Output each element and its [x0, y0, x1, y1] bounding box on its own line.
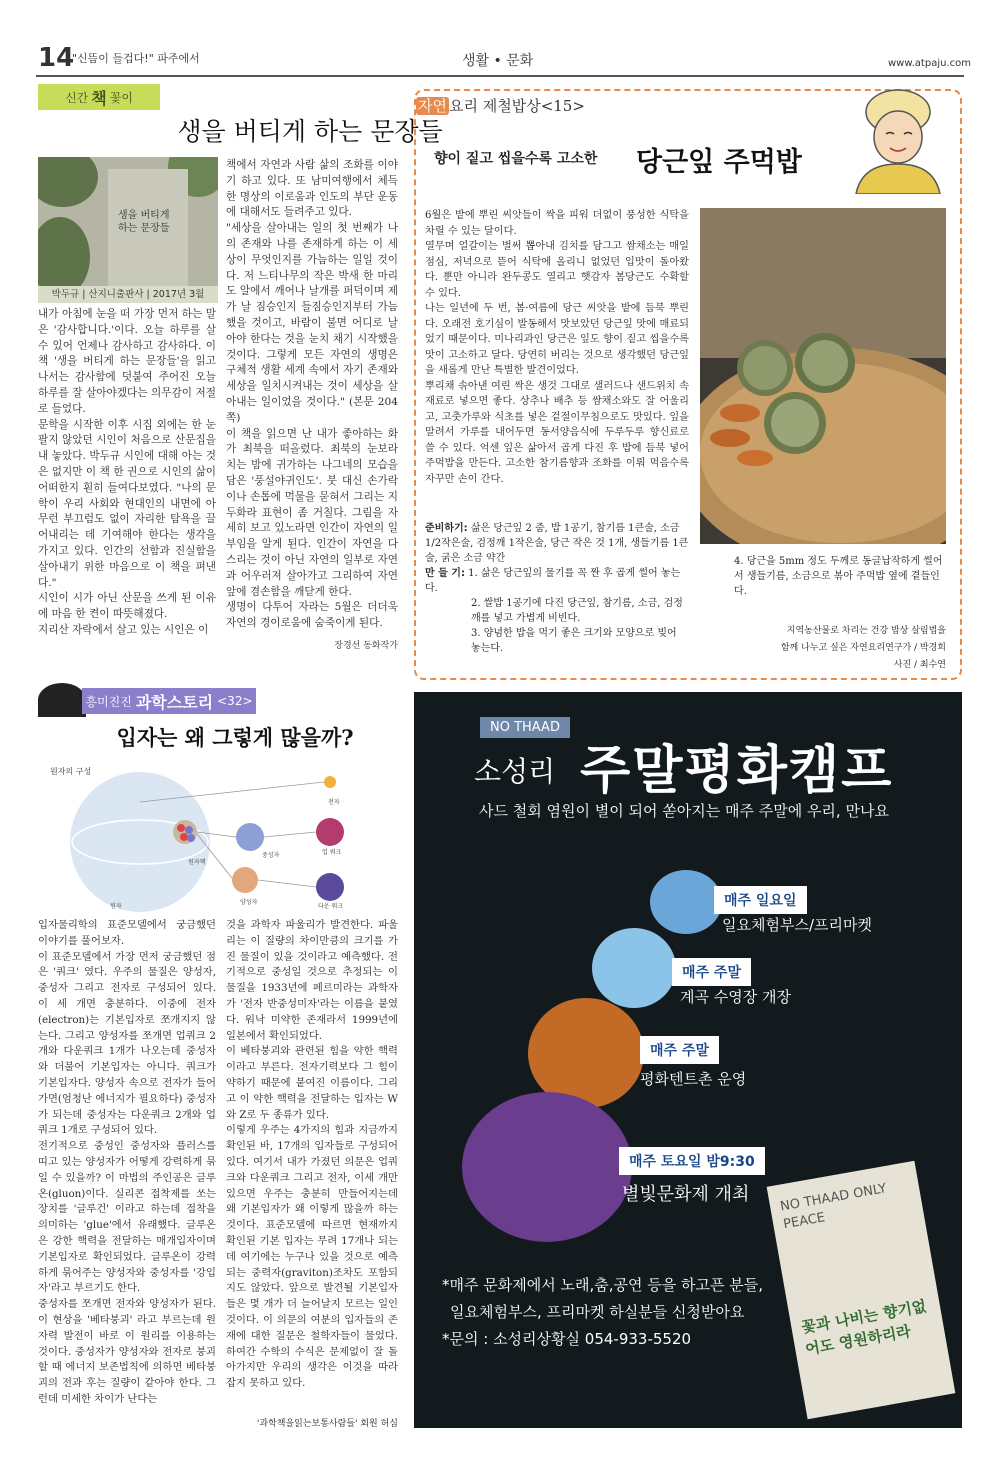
peace-camp-ad — [414, 692, 962, 1428]
sci-tag-suffix: <32> — [217, 694, 253, 708]
newspaper-slogan: "신뜸이 들겁다!" 파주에서 — [72, 52, 200, 65]
ad-info-3[interactable]: *문의 : 소성리상황실 054-933-5520 — [442, 1330, 692, 1348]
sci-tag-main: 과학스토리 — [135, 692, 214, 712]
header-rule — [36, 75, 964, 77]
page-number: 14 — [38, 43, 75, 73]
credit-line-3: 사진 / 최수연 — [893, 660, 946, 670]
book-byline: 장경선 동화작가 — [334, 641, 398, 651]
book-caption: 박두규 | 산지니출판사 | 2017년 3월 — [38, 286, 218, 303]
svg-text:양성자: 양성자 — [240, 899, 258, 906]
ad-info-2: 일요체험부스, 프리마켓 하실분들 신청받아요 — [450, 1303, 745, 1321]
recipe-body: 6월은 밭에 뿌린 씨앗들이 싹을 피워 더없이 풍성한 식탁을 차릴 수 있는 달이다. 열무며 얼갈이는 벌써 뽑아내 김치를 담그고 쌈채소는 매일 점심, 저녁으로 뜯어 식탁에 올리니 없었던 입맛이 돌아왔다. 뿐만 아니라 완두콩도 열리고 햇감자 봄당근도 수확할 수 있다. 나는 일년에 두 번, 봄·여름에 당근 씨앗을 밭에 듬북 뿌린다. 오래전 호기심이 발동해서 맛보았던 당근잎 맛에 매료되었기 때문이다. 미나리과인 당근은 잎도 향이 짙고 씹을수록 맛이 고소하고 달다. 당연히 버리는 것으로 생각했던 당근잎을 새롭게 만난 특별한 발견이었다. 뿌리채 솎아낸 여린 싹은 생것 그대로 샐러드나 샌드위치 속재료로 넣으면 좋다. 상추나 배추 등 쌈채소와도 잘 어울리고, 고춧가루와 식초를 넣은 겉절이무침으로도 맛있다. 잎을 말려서 가루를 내어두면 동서양음식에 두루두루 향신료로 쓸 수 있다. 억센 잎은 삶아서 곱게 다진 후 밥에 듬북 넣어 주먹밥을 만든다. 고소한 참기름향과 조화를 이뤄 먹음수록 자꾸만 손이 간다. — [425, 210, 689, 485]
svg-text:원자: 원자 — [110, 903, 122, 910]
concert-illustration — [462, 1092, 632, 1242]
credit-line-1: 지역농산물로 차리는 건강 밥상 살림법을 — [786, 626, 946, 636]
step-3: 3. 양념한 밥을 먹기 좋은 크기와 모양으로 빚어 놓는다. — [471, 628, 677, 654]
science-article-title: 입자는 왜 그렇게 많을까? — [116, 725, 354, 750]
svg-text:전자: 전자 — [328, 799, 340, 806]
event-1-what: 일요체험부스/프리마켓 — [722, 916, 872, 934]
chef-illustration — [846, 82, 946, 194]
book-cover-image — [38, 157, 218, 303]
science-section-tag — [82, 688, 256, 714]
science-byline: '과학책을읽는보통사람들' 회원 허심 — [256, 1419, 398, 1429]
science-column-2: 것을 과학자 파울리가 발견한다. 파울리는 이 질량의 차이만큼의 크기를 가진 물질이 있을 것이라고 예측했다. 전기적으로 중성일 것으로 추정되는 이 물질을 1933년에 페르미라는 과학자가 '전자 반중성미자'라는 이름을 붙였다. 워낙 미약한 존재라서 1999년에 일본에서 확인되었다. 이 베타붕괴와 관련된 힘을 약한 핵력이라고 부른다. 전자기력보다 그 힘이 약하기 때문에 붙여진 이름이다. 그리고 이 약한 핵력을 전달하는 입자는 W와 Z로 두 종류가 있다. 이렇게 우주는 4가지의 힘과 지금까지 확인된 바, 17개의 입자들로 구성되어 있다. 여기서 내가 가졌던 의문은 업쿼크와 다운쿼크 그리고 전자, 이세 개만 있으면 우주는 충분히 만들어지는데 왜 기본입자가 왜 이렇게 많을까 하는 것이다. 표준모델에 따르면 현재까지 확인된 기본 입자는 무려 17개나 되는데 여기에는 누구나 있을 것으로 예측되는 중력자(graviton)조차도 포함되지도 않았다. 앞으로 발견될 기본입자들은 몇 개가 더 늘어날지 모르는 일인 것이다. 이 의문의 여분의 입자들의 존재에 대한 질문은 철학자들이 물었다. 하여간 수학의 수식은 문제없이 잘 돌아가지만 우리의 생각은 이것을 따라잡지 못하고 있다. — [226, 919, 398, 1390]
book-tag-main: 책 — [91, 88, 107, 108]
make-label: 만 들 기: — [425, 568, 465, 579]
event-4-when: 매주 토요일 밤9:30 — [619, 1147, 765, 1175]
event-2-when: 매주 주말 — [672, 958, 751, 986]
prep-label: 준비하기: — [425, 523, 468, 534]
book-tag-prefix: 신간 — [65, 90, 89, 105]
recipe-ingredients — [425, 521, 689, 656]
site-url[interactable]: www.atpaju.com — [888, 58, 971, 69]
tree-silhouette-icon — [38, 683, 86, 717]
market-illustration — [650, 870, 722, 934]
event-1-when: 매주 일요일 — [714, 886, 807, 914]
ad-info — [442, 1272, 822, 1353]
sci-tag-prefix: 흥미진진 — [85, 694, 132, 709]
book-column-2: 책에서 자연과 사람 삶의 조화를 이야기 하고 있다. 또 남미여행에서 체득한 명상의 이로움과 인도의 부단 운동에 대해서도 들려주고 있다. "세상을 살아내는 일의 첫 번째가 나의 존재와 나를 존재하게 하는 이 세상이 무엇인지를 가늠하는 일일 것이다. 저 느티나무의 작은 박새 한 마리도 알에서 깨어나 날개를 퍼덕이며 제가 날 짐승인지 들짐승인지부터 가늠했을 것이고, 바람이 불면 어디로 날아야 한다는 것을 눈치 채기 시작했을 것이다. 그렇게 모든 자연의 생명은 구체적 생활 세계 속에서 자기 존재와 세상을 일치시켜내는 것이 세상을 살아내는 일이었을 것이다." (본문 204쪽) 이 책을 읽으면 난 내가 좋아하는 화가 최북을 떠올렸다. 최북의 눈보라 치는 밤에 귀가하는 나그네의 모습을 담은 '풍설야귀인도'. 붓 대신 손가락이나 손톱에 먹물을 묻혀서 그리는 지두화라 표현이 좀 거칠다. 그림을 자세히 보고 있노라면 인간이 자연의 일부임을 알게 된다. 인간이 자연을 다스리는 것이 아닌 자연의 일부로 자연과 어우러져 살아가고 그리하여 자연 앞에 겸손함을 깨닫게 한다. 생명이 다투어 자라는 5월은 더더욱 자연의 경이로움에 숨죽이게 된다. — [226, 159, 398, 630]
book-article-title: 생을 버티게 하는 문장들 — [177, 117, 443, 146]
book-column-1: 내가 아침에 눈을 떠 가장 먼저 하는 말은 '감사합니다.'이다. 오늘 하루를 살 수 있어 언제나 감사하고 감사하다. 이 책 '생을 버티게 하는 문장들'을 읽고 나서는 감사함에 덧붙여 주어진 오늘 하루를 잘 살아야겠다는 의무감이 저절로 들었다. 문학을 시작한 이후 시집 외에는 한 눈 팔지 않았던 시인이 처음으로 산문집을 내 놓았다. 박두규 시인에 대해 아는 것은 없지만 이 책 한 권으로 시인의 삶이 어떠한지 훤히 들여다보였다. "나의 문학이 우리 사회와 현대인의 내면에 아무런 부끄럼도 없이 자리한 탐욕을 끌어내리는 데 기여해야 한다는 생각을 가지고 있다. 인간의 선함과 진실함을 살아내기 위한 마음으로 이 책을 펴낸다." 시인이 시가 아닌 산문을 쓰게 된 이유에 마음 한 켠이 따뜻해졌다. 지리산 자락에서 살고 있는 시인은 이 — [38, 308, 216, 636]
diagram-title: 원자의 구성 — [50, 767, 92, 776]
svg-text:업 쿼크: 업 쿼크 — [322, 849, 342, 856]
banner-text: NO THAAD ONLY PEACE — [779, 1181, 888, 1233]
book-section-tag — [38, 84, 160, 110]
recipe-series-highlight: 자연 — [418, 97, 447, 115]
ad-info-1: *매주 문화제에서 노래,춤,공연 등을 하고픈 분들, — [442, 1276, 763, 1294]
svg-text:원자핵: 원자핵 — [188, 859, 206, 866]
banner-flower-text: 꽃과 나비는 향기없어도 영원하리라 — [800, 1297, 928, 1359]
ad-title: 주말평화캠프 — [580, 741, 894, 801]
rice-ball-photo — [700, 208, 946, 544]
event-3-when: 매주 주말 — [640, 1036, 719, 1064]
science-column-1: 입자물리학의 표준모델에서 궁금했던 이야기를 풀어보자. 이 표준모델에서 가장 먼저 궁금했던 점은 '쿼크' 였다. 우주의 물질은 양성자, 중성자 그리고 전자로 구성되어 있다. 이 세 개면 충분하다. 이중에 전자(electron)는 기본입자로 쪼개지지 않는다. 그리고 양성자를 쪼개면 업쿼크 2개와 다운쿼크 1개가 나오는데 중성자와 더불어 기본입자는 아니다. 쿼크가 기본입자다. 양성자 속으로 전자가 들어가면(엄청난 에너지가 필요하다) 중성자가 되는데 중성자는 다운쿼크 2개와 업쿼크 1개로 구성되어 있다. 전기적으로 중성인 중성자와 플러스를 띠고 있는 양성자가 어떻게 강력하게 묶일 수 있을까? 이 마법의 주인공은 글루온(gluon)이다. 실리콘 접착제를 쏘는 장치를 '글루건' 이라고 하는데 접착을 의미하는 'glue'에서 유래했다. 글루온은 강한 핵력을 전달하는 매개입자이며 기본입자로 확인되었다. 글루온이 강력하게 묶어주는 양성자와 중성자를 '강입자'라고 부르기도 한다. 중성자를 쪼개면 전자와 양성자가 된다. 이 현상을 '베타붕괴' 라고 부르는데 원자력 발전이 바로 이 원리를 이용하는 것이다. 중성자가 양성자와 전자로 붕괴할 때 에너지 보존법칙에 의하면 베타붕괴의 전과 후는 질량이 같아야 한다. 그런데 미세한 차이가 난다는 — [38, 919, 216, 1405]
book-tag-suffix: 꽃이 — [109, 90, 133, 105]
svg-text:중성자: 중성자 — [262, 852, 280, 859]
credit-line-2: 함께 나누고 싶은 자연요리연구가 / 박경희 — [780, 643, 946, 653]
atom-structure-diagram — [40, 762, 400, 912]
ad-subtitle: 사드 철회 염원이 별이 되어 쏟아지는 매주 주말에 우리, 만나요 — [479, 802, 889, 820]
recipe-series-rest: 요리 제철밥상<15> — [448, 97, 585, 115]
pool-illustration — [592, 928, 676, 1008]
event-4-what: 별빛문화제 개최 — [622, 1184, 750, 1205]
event-3-what: 평화텐트촌 운영 — [640, 1070, 747, 1088]
step-1: 1. 삶은 당근잎의 물기를 꼭 짠 후 곱게 썰어 놓는다. — [425, 568, 681, 594]
step-2: 2. 쌀밥 1공기에 다진 당근잎, 참기름, 소금, 검정깨를 넣고 가볍게 비빈다. — [471, 598, 683, 624]
book-cover-text: 생을 버티게 하는 문장들 — [118, 210, 170, 234]
recipe-subtitle: 향이 짙고 씹을수록 고소한 — [434, 151, 598, 167]
no-thaad-badge: NO THAAD — [480, 717, 570, 738]
svg-text:다운 쿼크: 다운 쿼크 — [318, 903, 344, 910]
recipe-credit — [700, 623, 946, 674]
recipe-series-title — [416, 95, 606, 116]
event-2-what: 계곡 수영장 개장 — [680, 988, 791, 1006]
recipe-title: 당근잎 주먹밥 — [636, 147, 802, 178]
ad-place: 소성리 — [474, 755, 556, 788]
step-4: 4. 당근을 5mm 정도 두께로 동글납작하게 썰어 서 생들기름, 소금으로 볶아 주먹밥 옆에 곁들인다. — [734, 556, 943, 597]
section-title: 생활 • 문화 — [462, 53, 534, 69]
prep-text: 삶은 당근잎 2 줌, 밥 1공기, 참기름 1큰술, 소금 1/2작은술, 검정깨 1작은술, 당근 작은 것 1개, 생들기름 1큰술, 굵은 소금 약간 — [425, 523, 689, 564]
